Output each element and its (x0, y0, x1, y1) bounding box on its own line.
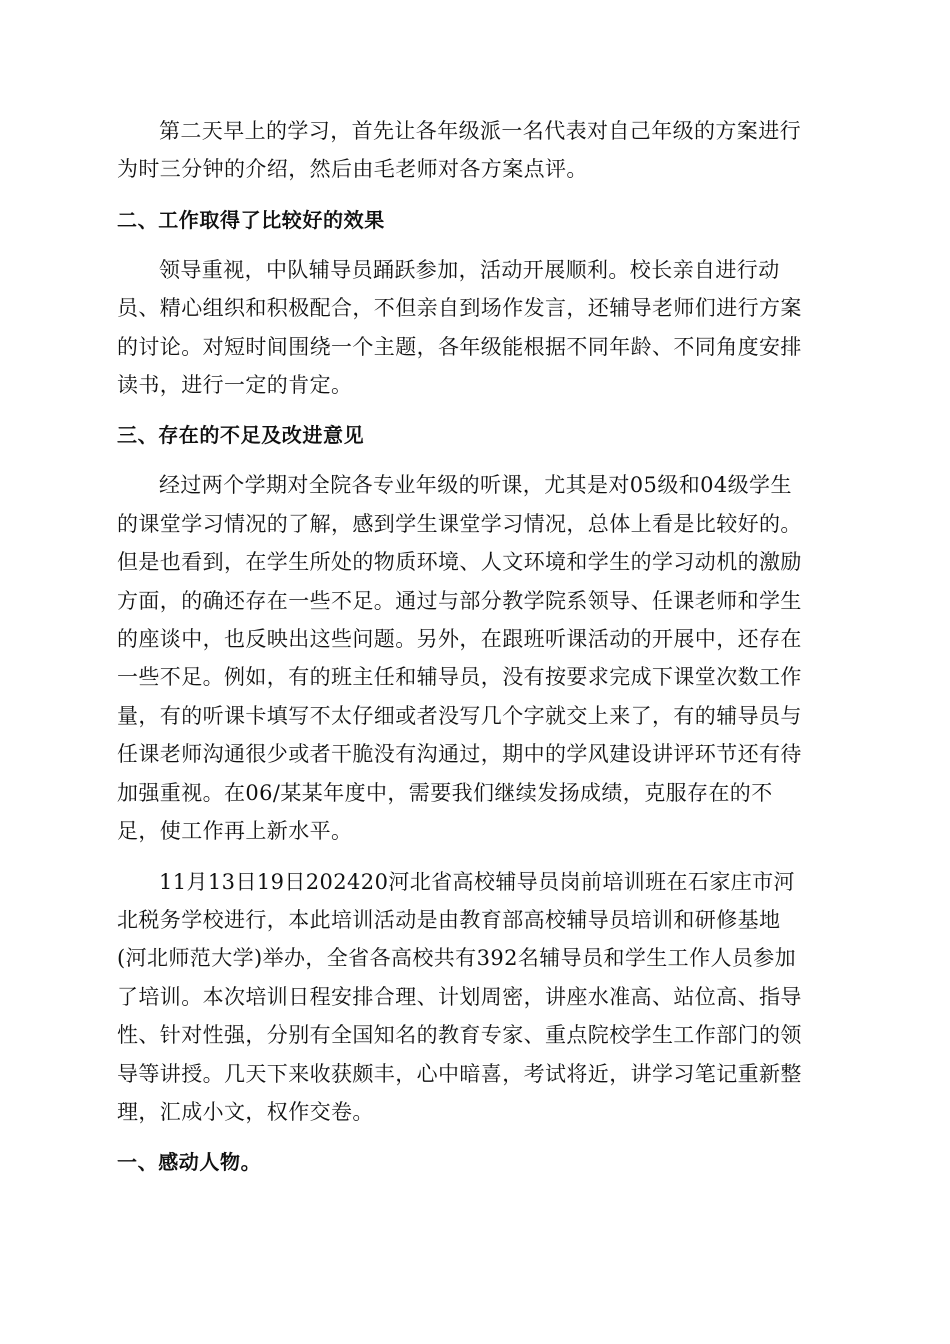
section-heading-results: 二、工作取得了比较好的效果 (117, 207, 385, 232)
text-line: 量，有的听课卡填写不太仔细或者没写几个字就交上来了，有的辅导员与 (117, 703, 802, 728)
paragraph-leadership (117, 251, 835, 405)
text-line: 了培训。本次培训日程安排合理、计划周密，讲座水准高、站位高、指导 (117, 984, 802, 1009)
text-line: 但是也看到，在学生所处的物质环境、人文环境和学生的学习动机的激励 (117, 550, 802, 575)
section-heading-shortcomings: 三、存在的不足及改进意见 (117, 423, 365, 448)
text-line: 第二天早上的学习，首先让各年级派一名代表对自己年级的方案进行 (159, 119, 801, 143)
document-page (117, 112, 835, 1181)
paragraph-shortcomings (117, 466, 835, 850)
text-line: 导等讲授。几天下来收获颇丰，心中暗喜，考试将近，讲学习笔记重新整 (117, 1061, 802, 1086)
text-line: 一些不足。例如，有的班主任和辅导员，没有按要求完成下课堂次数工作 (117, 665, 802, 690)
text-line: 员、精心组织和积极配合，不但亲自到场作发言，还辅导老师们进行方案 (117, 296, 802, 321)
text-line: 经过两个学期对全院各专业年级的听课，尤其是对05级和04级学生 (159, 473, 792, 498)
text-line: 读书，进行一定的肯定。 (117, 373, 353, 398)
text-line: 方面，的确还存在一些不足。通过与部分教学院系领导、任课老师和学生 (117, 588, 802, 613)
text-line: 任课老师沟通很少或者干脆没有沟通过，期中的学风建设讲评环节还有待 (117, 742, 802, 767)
text-line: 11月13日19日202420河北省高校辅导员岗前培训班在石家庄市河 (159, 869, 795, 894)
text-line: 的座谈中，也反映出这些问题。另外，在跟班听课活动的开展中，还存在 (117, 627, 802, 652)
text-line: 理，汇成小文，权作交卷。 (117, 1099, 374, 1124)
text-line: 领导重视，中队辅导员踊跃参加，活动开展顺利。校长亲自进行动 (159, 257, 780, 282)
text-line: 性、针对性强，分别有全国知名的教育专家、重点院校学生工作部门的领 (117, 1023, 802, 1048)
paragraph-training (117, 863, 835, 1132)
paragraph-study-session (117, 112, 835, 189)
text-line: 的讨论。对短时间围绕一个主题，各年级能根据不同年龄、不同角度安排 (117, 334, 802, 359)
text-line: 加强重视。在06/某某年度中，需要我们继续发扬成绩，克服存在的不 (117, 780, 773, 805)
text-line: 为时三分钟的介绍，然后由毛老师对各方案点评。 (117, 157, 588, 182)
text-line: 北税务学校进行，本此培训活动是由教育部高校辅导员培训和研修基地 (117, 907, 781, 932)
text-line: 的课堂学习情况的了解，感到学生课堂学习情况，总体上看是比较好的。 (117, 511, 802, 536)
text-line: 足，使工作再上新水平。 (117, 819, 353, 844)
section-heading-moving-people: 一、感动人物。 (117, 1150, 262, 1175)
text-line: (河北师范大学)举办，全省各高校共有392名辅导员和学生工作人员参加 (117, 946, 797, 971)
